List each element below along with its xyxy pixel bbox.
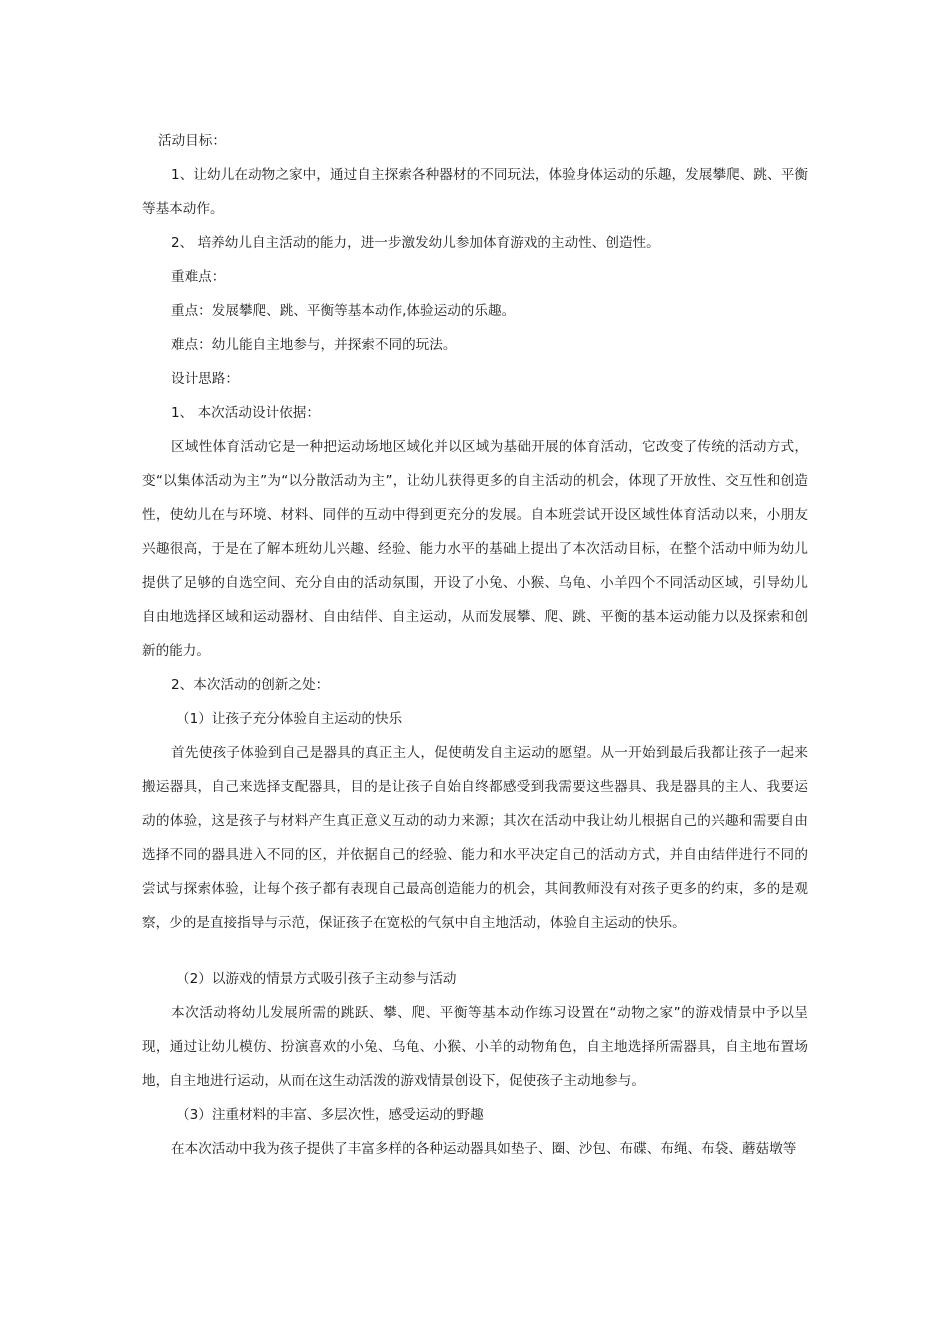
goal-item-1: 1、让幼儿在动物之家中，通过自主探索各种器材的不同玩法，体验身体运动的乐趣，发展攀爬、跳、平衡等基本动作。 bbox=[142, 167, 808, 217]
paragraph-gap bbox=[142, 940, 808, 962]
goal-item-2: 2、 培养幼儿自主活动的能力，进一步激发幼儿参加体育游戏的主动性、创造性。 bbox=[171, 235, 660, 251]
innovation-paragraph-2: 本次活动将幼儿发展所需的跳跃、攀、爬、平衡等基本动作练习设置在“动物之家”的游戏情景中予以呈现，通过让幼儿模仿、扮演喜欢的小兔、乌龟、小猴、小羊的动物角色，自主地选择所需器具，自主地布置场地，自主地进行运动，从而在这生动活泼的游戏情景创设下，促使孩子主动地参与。 bbox=[142, 1005, 808, 1089]
innovation-subheading-2: （2）以游戏的情景方式吸引孩子主动参与活动 bbox=[176, 971, 457, 987]
design-basis-paragraph: 区域性体育活动它是一种把运动场地区域化并以区域为基础开展的体育活动，它改变了传统的活动方式，变“以集体活动为主”为“以分散活动为主”，让幼儿获得更多的自主活动的机会，体现了开放性、交互性和创造性，使幼儿在与环境、材料、同伴的互动中得到更充分的发展。自本班尝试开设区域性体育活动以来，小朋友兴趣很高，于是在了解本班幼儿兴趣、经验、能力水平的基础上提出了本次活动目标，在整个活动中师为幼儿提供了足够的自选空间、充分自由的活动氛围，开设了小兔、小猴、乌龟、小羊四个不同活动区域，引导幼儿自由地选择区域和运动器材、自由结伴、自主运动，从而发展攀、爬、跳、平衡的基本运动能力以及探索和创新的能力。 bbox=[142, 439, 808, 659]
section-heading-key-points: 重难点： bbox=[171, 269, 226, 285]
design-item-2-heading: 2、本次活动的创新之处： bbox=[171, 677, 330, 693]
innovation-paragraph-3: 在本次活动中我为孩子提供了丰富多样的各种运动器具如垫子、圈、沙包、布碟、布绳、布袋、蘑菇墩等 bbox=[171, 1141, 797, 1157]
section-heading-goals: 活动目标： bbox=[158, 133, 226, 149]
innovation-subheading-1: （1）让孩子充分体验自主运动的快乐 bbox=[176, 711, 403, 727]
key-point: 重点：发展攀爬、跳、平衡等基本动作,体验运动的乐趣。 bbox=[171, 303, 516, 319]
innovation-paragraph-1: 首先使孩子体验到自己是器具的真正主人，促使萌发自主运动的愿望。从一开始到最后我都让孩子一起来搬运器具，自己来选择支配器具，目的是让孩子自始自终都感受到我需要这些器具、我是器具的主人、我要运动的体验，这是孩子与材料产生真正意义互动的动力来源；其次在活动中我让幼儿根据自己的兴趣和需要自由选择不同的器具进入不同的区，并依据自己的经验、能力和水平决定自己的活动方式，并自由结伴进行不同的尝试与探索体验，让每个孩子都有表现自己最高创造能力的机会，其间教师没有对孩子更多的约束，多的是观察，少的是直接指导与示范，保证孩子在宽松的气氛中自主地活动，体验自主运动的快乐。 bbox=[142, 745, 808, 931]
document-body bbox=[142, 124, 808, 1166]
difficult-point: 难点：幼儿能自主地参与，并探索不同的玩法。 bbox=[171, 337, 457, 353]
design-item-1-heading: 1、 本次活动设计依据： bbox=[171, 405, 320, 421]
section-heading-design: 设计思路： bbox=[171, 371, 239, 387]
innovation-subheading-3: （3）注重材料的丰富、多层次性，感受运动的野趣 bbox=[176, 1107, 484, 1123]
